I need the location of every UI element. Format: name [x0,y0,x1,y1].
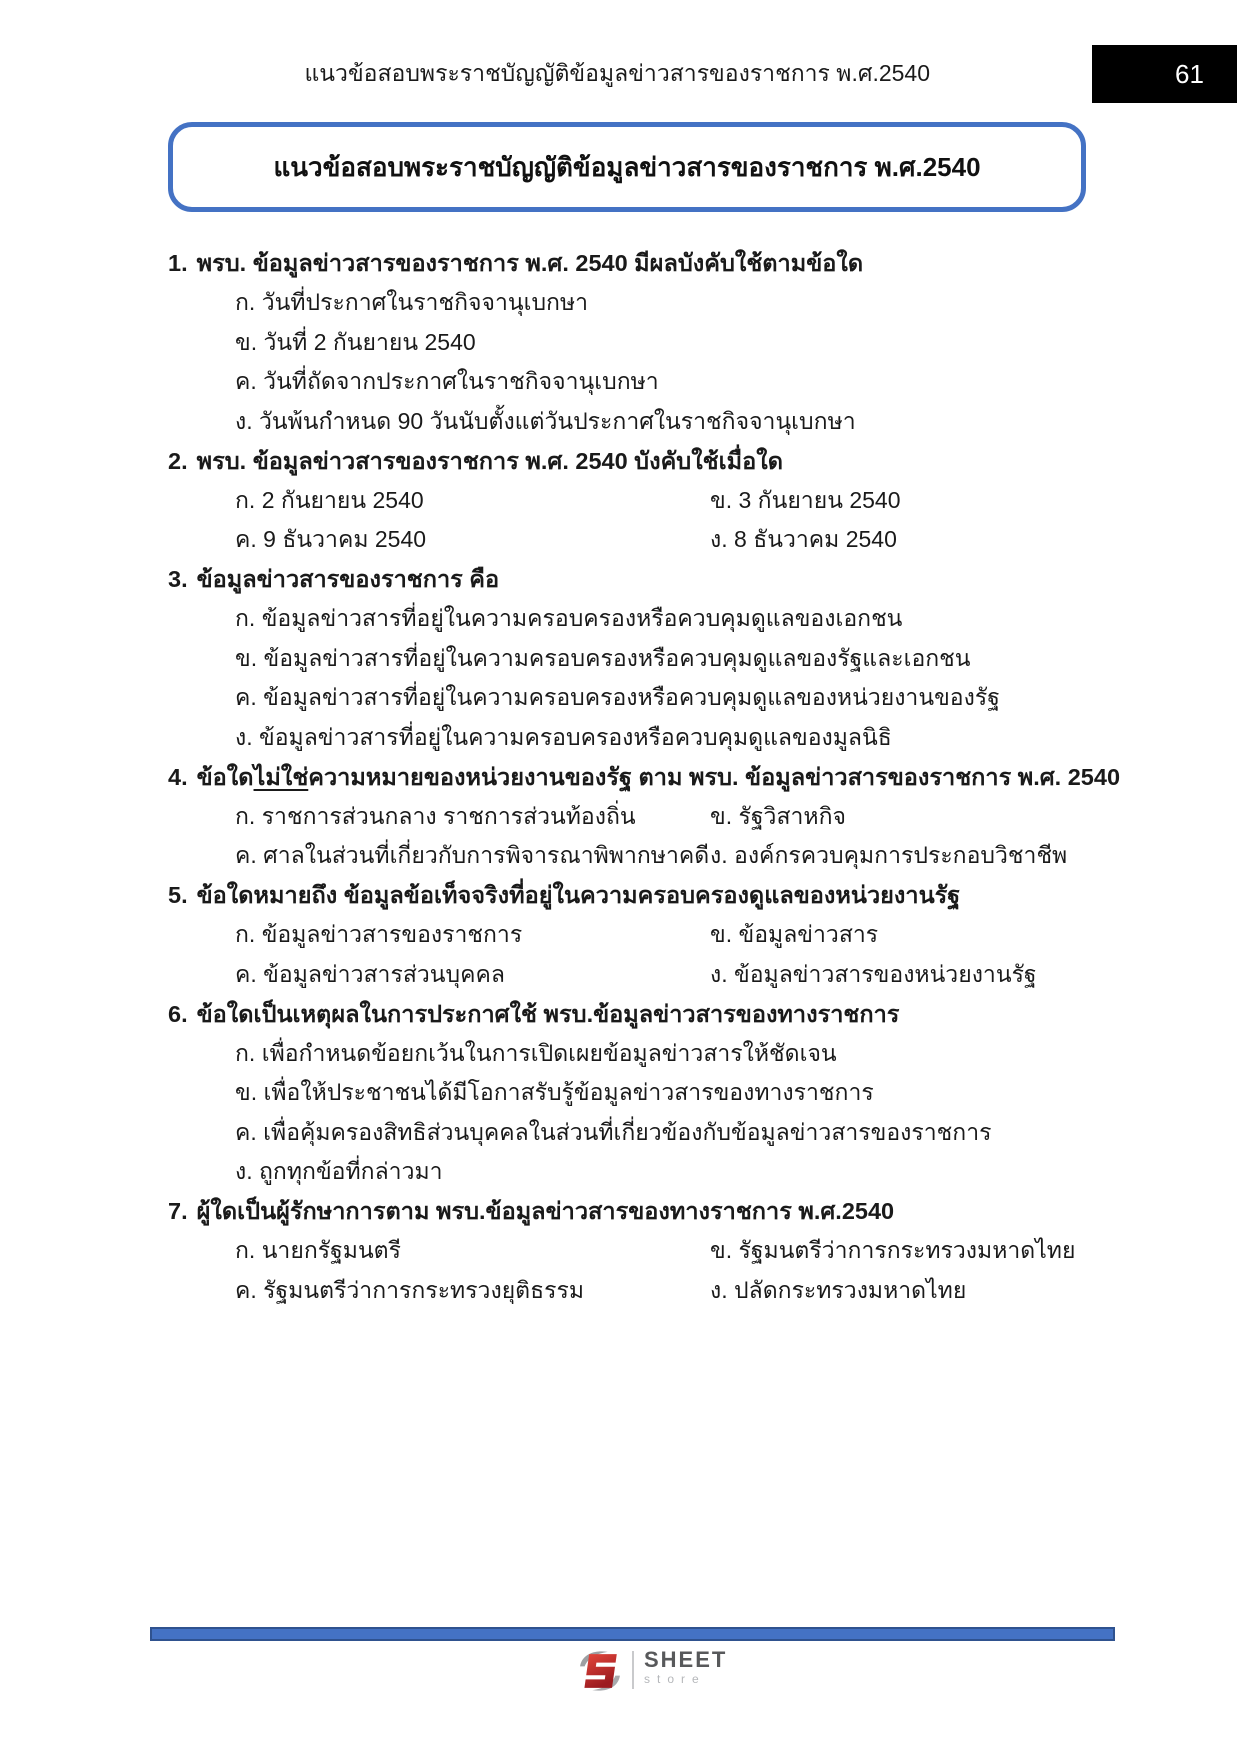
sheet-store-s-icon [577,1648,623,1694]
option-item: ง. ข้อมูลข่าวสารของหน่วยงานรัฐ [710,960,1037,987]
option-item: ก. ข้อมูลข่าวสารที่อยู่ในความครอบครองหรือควบคุมดูแลของเอกชน [235,605,903,632]
question-text-underlined: ไม่ใช่ [253,763,309,790]
question-5 [168,876,1118,995]
question-text: ข้อมูลข่าวสารของราชการ คือ [196,566,500,593]
question-1-heading [168,244,1118,284]
option-item: ค. วันที่ถัดจากประกาศในราชกิจจานุเบกษา [235,368,659,395]
option-item: ข. 3 กันยายน 2540 [710,486,901,513]
title-box [168,122,1086,212]
page-title: แนวข้อสอบพระราชบัญญัติข้อมูลข่าวสารของราชการ พ.ศ.2540 [273,151,981,182]
question-number: 6. [168,1000,188,1027]
option-item: ก. วันที่ประกาศในราชกิจจานุเบกษา [235,289,589,316]
option-item: ข. วันที่ 2 กันยายน 2540 [235,328,476,355]
option-item: ก. เพื่อกำหนดข้อยกเว้นในการเปิดเผยข้อมูลข่าวสารให้ชัดเจน [235,1039,837,1066]
question-3-heading [168,560,1118,600]
question-1-options [168,284,1118,442]
option-item: ค. รัฐมนตรีว่าการกระทรวงยุติธรรม [235,1276,585,1303]
option-item: ง. วันพ้นกำหนด 90 วันนับตั้งแต่วันประกาศในราชกิจจานุเบกษา [235,407,856,434]
question-6 [168,995,1118,1193]
option-item: ก. ราชการส่วนกลาง ราชการส่วนท้องถิ่น [235,802,636,829]
option-item: ง. ปลัดกระทรวงมหาดไทย [710,1276,967,1303]
question-text: พรบ. ข้อมูลข่าวสารของราชการ พ.ศ. 2540 บังคับใช้เมื่อใด [196,447,784,474]
option-item: ง. ข้อมูลข่าวสารที่อยู่ในความครอบครองหรือควบคุมดูแลของมูลนิธิ [235,723,892,750]
footer-rule [150,1627,1115,1641]
question-text: ความหมายของหน่วยงานของรัฐ ตาม พรบ. ข้อมูลข่าวสารของราชการ พ.ศ. 2540 [308,763,1121,790]
page-number: 61 [1175,58,1204,89]
option-item: ข. รัฐมนตรีว่าการกระทรวงมหาดไทย [710,1237,1076,1264]
option-item: ง. ถูกทุกข้อที่กล่าวมา [235,1158,443,1185]
question-3-options [168,600,1118,758]
option-item: ค. ศาลในส่วนที่เกี่ยวกับการพิจารณาพิพากษาคดี [235,842,710,869]
question-1 [168,244,1118,442]
question-2-heading [168,442,1118,482]
page-number-box [1092,45,1237,103]
question-3 [168,560,1118,758]
question-2-options [235,481,1118,560]
logo-wordmark: SHEET [644,1647,728,1672]
question-number: 5. [168,882,188,909]
sheet-store-logo [577,1648,727,1694]
question-5-heading [168,876,1118,916]
logo-subtext: store [644,1672,706,1686]
question-list [168,244,1121,1311]
question-number: 2. [168,447,188,474]
question-text: ข้อใด [196,763,254,790]
question-text: ข้อใดเป็นเหตุผลในการประกาศใช้ พรบ.ข้อมูลข่าวสารของทางราชการ [196,1000,900,1027]
option-item: ค. เพื่อคุ้มครองสิทธิส่วนบุคคลในส่วนที่เกี่ยวข้องกับข้อมูลข่าวสารของราชการ [235,1118,992,1145]
option-item: ง. องค์กรควบคุมการประกอบวิชาชีพ [710,842,1068,869]
option-item: ง. 8 ธันวาคม 2540 [710,526,897,553]
option-item: ข. ข้อมูลข่าวสารที่อยู่ในความครอบครองหรือควบคุมดูแลของรัฐและเอกชน [235,644,971,671]
question-6-heading [168,995,1118,1035]
question-text: ผู้ใดเป็นผู้รักษาการตาม พรบ.ข้อมูลข่าวสารของทางราชการ พ.ศ.2540 [196,1198,895,1225]
option-item: ค. ข้อมูลข่าวสารที่อยู่ในความครอบครองหรือควบคุมดูแลของหน่วยงานของรัฐ [235,684,1000,711]
question-number: 7. [168,1198,188,1225]
running-header-title: แนวข้อสอบพระราชบัญญัติข้อมูลข่าวสารของราชการ พ.ศ.2540 [304,60,930,86]
option-item: ก. นายกรัฐมนตรี [235,1237,401,1264]
logo-divider [632,1651,634,1689]
question-2 [168,442,1118,561]
question-7-heading [168,1192,1118,1232]
question-4-heading [168,758,1121,798]
question-number: 4. [168,763,188,790]
question-4 [168,758,1121,877]
question-number: 1. [168,250,188,277]
logo-text-column [644,1648,727,1686]
question-5-options [235,916,1118,995]
option-item: ข. เพื่อให้ประชาชนได้มีโอกาสรับรู้ข้อมูลข่าวสารของทางราชการ [235,1079,874,1106]
question-7-options [235,1232,1118,1311]
question-4-options [235,797,1118,876]
question-number: 3. [168,566,188,593]
option-item: ก. 2 กันยายน 2540 [235,486,424,513]
option-item: ข. รัฐวิสาหกิจ [710,802,846,829]
option-item: ก. ข้อมูลข่าวสารของราชการ [235,921,523,948]
option-item: ข. ข้อมูลข่าวสาร [710,921,879,948]
question-7 [168,1192,1118,1311]
option-item: ค. ข้อมูลข่าวสารส่วนบุคคล [235,960,505,987]
question-6-options [168,1034,1118,1192]
option-item: ค. 9 ธันวาคม 2540 [235,526,427,553]
question-text: พรบ. ข้อมูลข่าวสารของราชการ พ.ศ. 2540 มีผลบังคับใช้ตามข้อใด [196,250,864,277]
question-text: ข้อใดหมายถึง ข้อมูลข้อเท็จจริงที่อยู่ในความครอบครองดูแลของหน่วยงานรัฐ [196,882,961,909]
